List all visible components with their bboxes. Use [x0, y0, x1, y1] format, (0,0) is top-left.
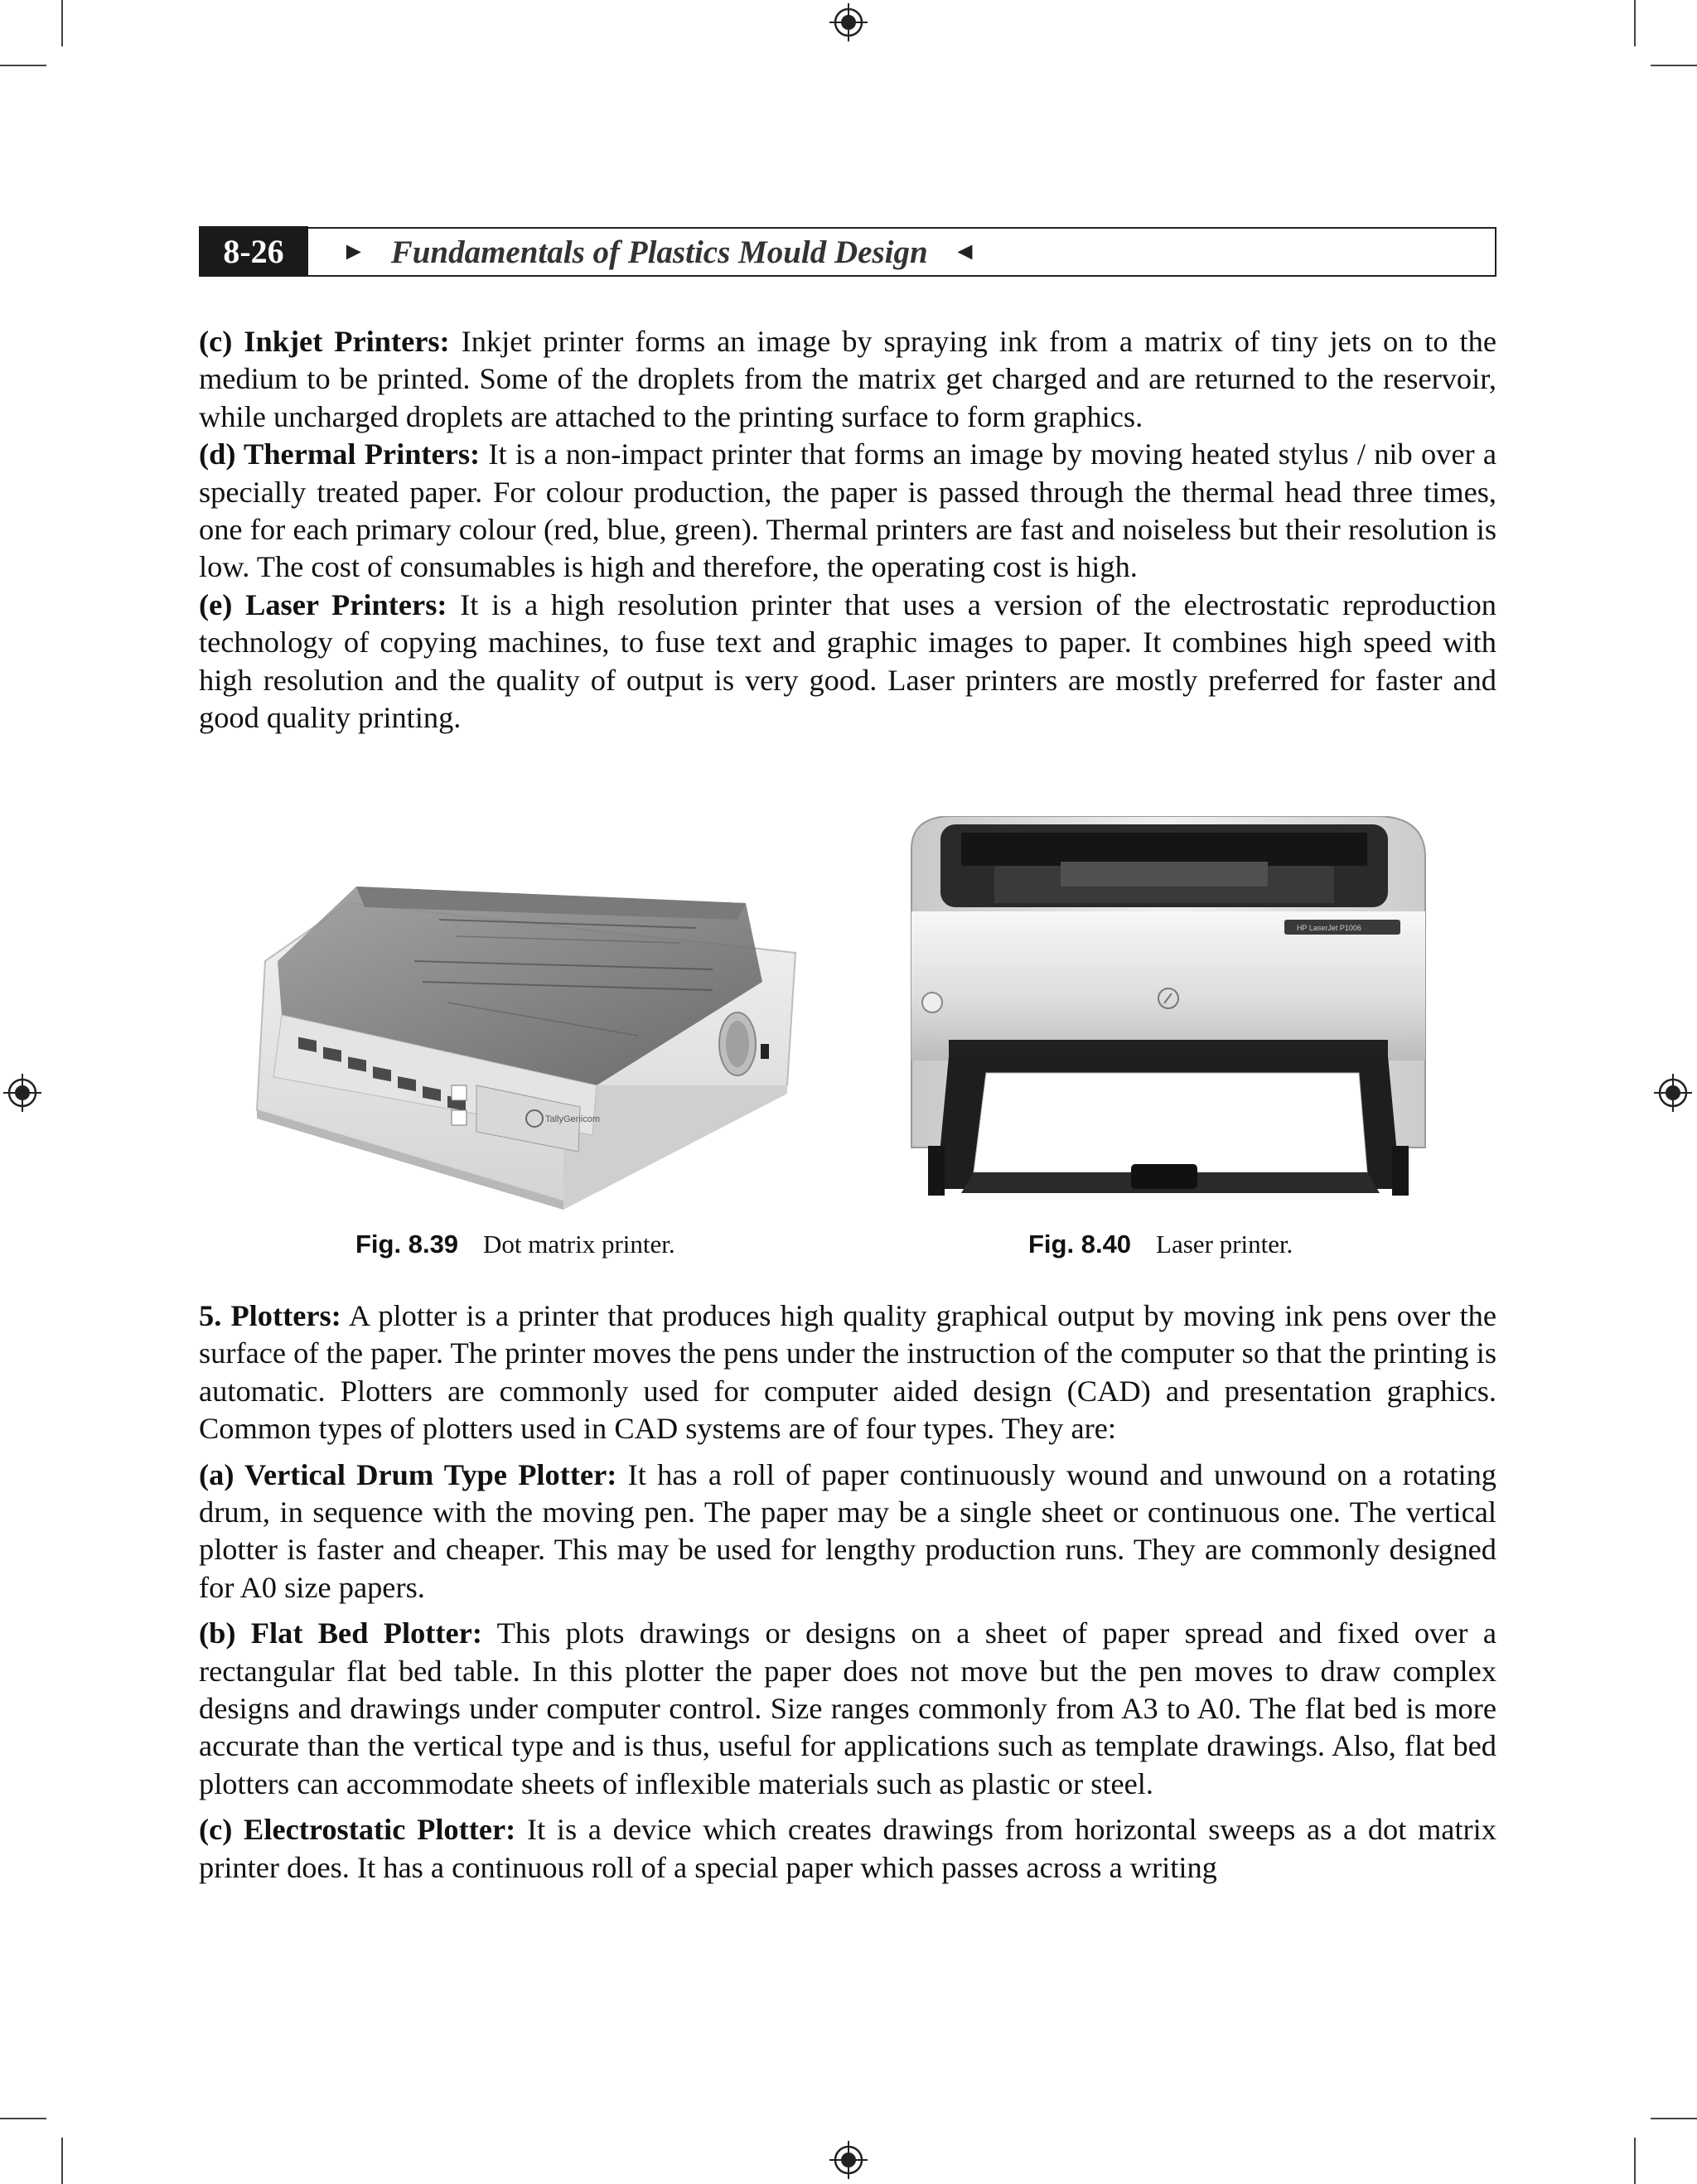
page-number: 8-26	[199, 226, 308, 276]
paragraph-text: A plotter is a printer that produces high quality graphical output by moving ink pens over the surface of the paper. The printer moves the pens under the instruction of the computer so that the printing is automatic. Plotters are commonly used for computer aided design (CAD) and presentation graphics. Common types of plotters used in CAD systems are of four types. They are:	[199, 1299, 1496, 1446]
book-title-text: Fundamentals of Plastics Mould Design	[390, 234, 928, 270]
running-header	[199, 227, 1496, 277]
crop-mark	[1634, 0, 1636, 46]
paragraph-heading: (b) Flat Bed Plotter:	[199, 1616, 482, 1650]
registration-mark-icon	[829, 3, 868, 41]
paragraph-text: This plots drawings or designs on a sheet of paper spread and fixed over a rectangular flat bed table. In this plotter the paper does not move but the pen moves to draw complex designs and drawings under computer control. Size ranges commonly from A3 to A0. The flat bed is more accurate than the vertical type and is thus, useful for applications such as template drawings. Also, flat bed plotters can accommodate sheets of inflexible materials such as plastic or steel.	[199, 1616, 1496, 1800]
arrow-right-icon: ►	[341, 238, 366, 265]
brand-label: HP LaserJet P1006	[1297, 924, 1361, 932]
paragraph-heading: 5. Plotters:	[199, 1299, 341, 1332]
figure-caption-text: Laser printer.	[1156, 1230, 1293, 1259]
paragraph-text: It is a device which creates drawings from horizontal sweeps as a dot matrix printer does. It has a continuous roll of a special paper which passes across a writing	[199, 1813, 1496, 1884]
figure-label: Fig. 8.39	[355, 1230, 459, 1259]
laser-printer-image	[895, 816, 1434, 1206]
crop-mark	[0, 65, 46, 66]
paragraph	[199, 1457, 1496, 1607]
body-text-top	[199, 323, 1496, 737]
figure-caption	[355, 1230, 675, 1259]
paragraph	[199, 587, 1496, 737]
crop-mark	[61, 0, 63, 46]
paragraph	[199, 436, 1496, 587]
figure-caption-text: Dot matrix printer.	[483, 1230, 675, 1259]
paragraph-text: It is a high resolution printer that uses a version of the electrostatic reproduction technology of copying machines, to fuse text and graphic images to paper. It combines high speed with high resolution and the quality of output is very good. Laser printers are mostly preferred for faster and good quality printing.	[199, 587, 1497, 735]
paragraph-heading: (d) Thermal Printers:	[199, 437, 481, 471]
brand-label: TallyGenicom	[545, 1114, 601, 1124]
paragraph-text: It has a roll of paper continuously wound and unwound on a rotating drum, in sequence with the moving pen. The paper may be a single sheet or continuous one. The vertical plotter is faster and cheaper. This may be used for lengthy production runs. They are commonly designed for A0 size papers.	[199, 1457, 1496, 1604]
registration-mark-icon	[829, 2141, 868, 2179]
paragraph-heading: (e) Laser Printers:	[199, 587, 447, 621]
crop-mark	[1634, 2138, 1636, 2184]
paragraph	[199, 1615, 1496, 1803]
paragraph-heading: (c) Inkjet Printers:	[199, 325, 450, 358]
paragraph-text: Inkjet printer forms an image by spraying ink from a matrix of tiny jets on to the medium to be printed. Some of the droplets from the matrix get charged and are returned to the reservoir, while uncharged droplets are attached to the printing surface to form graphics.	[199, 325, 1497, 433]
paragraph	[199, 1811, 1496, 1887]
paragraph-heading: (c) Electrostatic Plotter:	[199, 1813, 516, 1847]
dot-matrix-printer-image	[249, 837, 812, 1210]
registration-mark-icon	[1654, 1074, 1692, 1112]
paragraph	[199, 1297, 1496, 1448]
crop-mark	[1651, 2118, 1697, 2119]
book-title	[341, 234, 977, 271]
paragraph-text: It is a non-impact printer that forms an image by moving heated stylus / nib over a specially treated paper. For colour production, the paper is passed through the thermal head three times, one for each primary colour (red, blue, green). Thermal printers are fast and noiseless but their resolution is low. The cost of consumables is high and therefore, the operating cost is high.	[199, 437, 1496, 584]
crop-mark	[61, 2138, 63, 2184]
figure-label: Fig. 8.40	[1028, 1230, 1132, 1259]
paragraph-heading: (a) Vertical Drum Type Plotter:	[199, 1457, 617, 1491]
paragraph	[199, 323, 1496, 436]
crop-mark	[1651, 65, 1697, 66]
registration-mark-icon	[3, 1074, 41, 1112]
arrow-left-icon: ◄	[952, 238, 978, 265]
figure-caption	[1028, 1230, 1293, 1259]
body-text-bottom	[199, 1297, 1496, 1887]
crop-mark	[0, 2118, 46, 2119]
